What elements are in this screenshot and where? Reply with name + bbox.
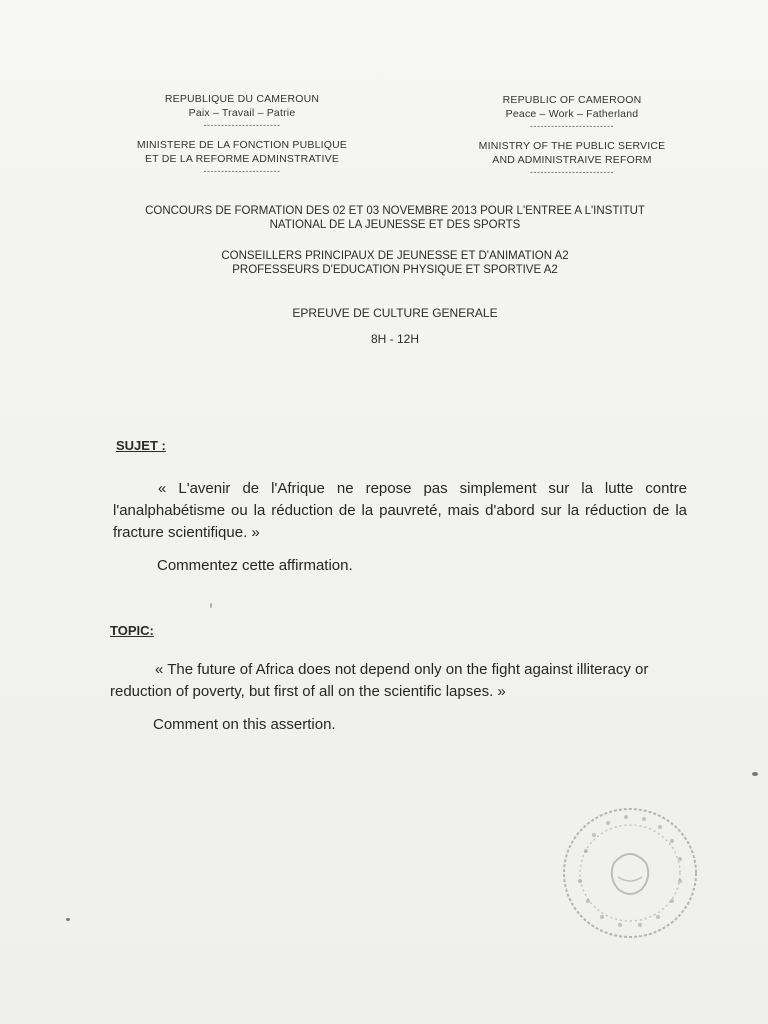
header-left-block — [126, 92, 358, 176]
ministry-fr-line2: ET DE LA REFORME ADMINSTRATIVE — [144, 153, 340, 165]
scan-speck — [66, 918, 70, 921]
scan-speck — [752, 772, 758, 776]
topic-quote: « The future of Africa does not depend only on the fight against illiteracy or reduction of poverty, but first of all on the scientific lapses. » — [110, 661, 649, 700]
motto-en: Peace – Work – Fatherland — [505, 108, 639, 120]
paper-title: EPREUVE DE CULTURE GENERALE — [292, 306, 498, 320]
scan-speck — [210, 603, 212, 608]
exam-title-line1: CONCOURS DE FORMATION DES 02 ET 03 NOVEMBRE 2013 POUR L'ENTREE A L'INSTITUT — [145, 205, 645, 217]
ministry-en-line2: AND ADMINISTRAIVE REFORM — [492, 154, 652, 166]
exam-title-line2: NATIONAL DE LA JEUNESSE ET DES SPORTS — [269, 219, 521, 231]
official-stamp-icon — [556, 803, 704, 943]
exam-tracks — [90, 249, 700, 277]
ministry-en-line1: MINISTRY OF THE PUBLIC SERVICE — [478, 140, 666, 152]
sujet-quote: « L'avenir de l'Afrique ne repose pas simplement sur la lutte contre l'analphabétisme ou la réduction de la pauvreté, mais d'abord sur la réduction de la fracture scientifique. » — [113, 480, 687, 541]
sujet-heading: SUJET : — [116, 438, 166, 453]
ministry-fr-line1: MINISTERE DE LA FONCTION PUBLIQUE — [136, 139, 348, 151]
motto-fr: Paix – Travail – Patrie — [188, 107, 296, 119]
separator: ---------------------- — [203, 166, 281, 176]
separator: ------------------------ — [530, 121, 614, 131]
separator: ------------------------ — [530, 167, 614, 177]
exam-hours: 8H - 12H — [370, 332, 420, 346]
separator: ---------------------- — [203, 120, 281, 130]
exam-title — [90, 204, 700, 232]
header-right-block — [452, 93, 692, 177]
topic-instruction: Comment on this assertion. — [153, 716, 336, 733]
country-en: REPUBLIC OF CAMEROON — [502, 94, 642, 106]
sujet-instruction: Commentez cette affirmation. — [157, 557, 353, 574]
track-line1: CONSEILLERS PRINCIPAUX DE JEUNESSE ET D'ANIMATION A2 — [221, 250, 569, 262]
topic-heading: TOPIC: — [110, 623, 154, 638]
track-line2: PROFESSEURS D'EDUCATION PHYSIQUE ET SPORTIVE A2 — [232, 264, 558, 276]
country-fr: REPUBLIQUE DU CAMEROUN — [164, 93, 320, 105]
